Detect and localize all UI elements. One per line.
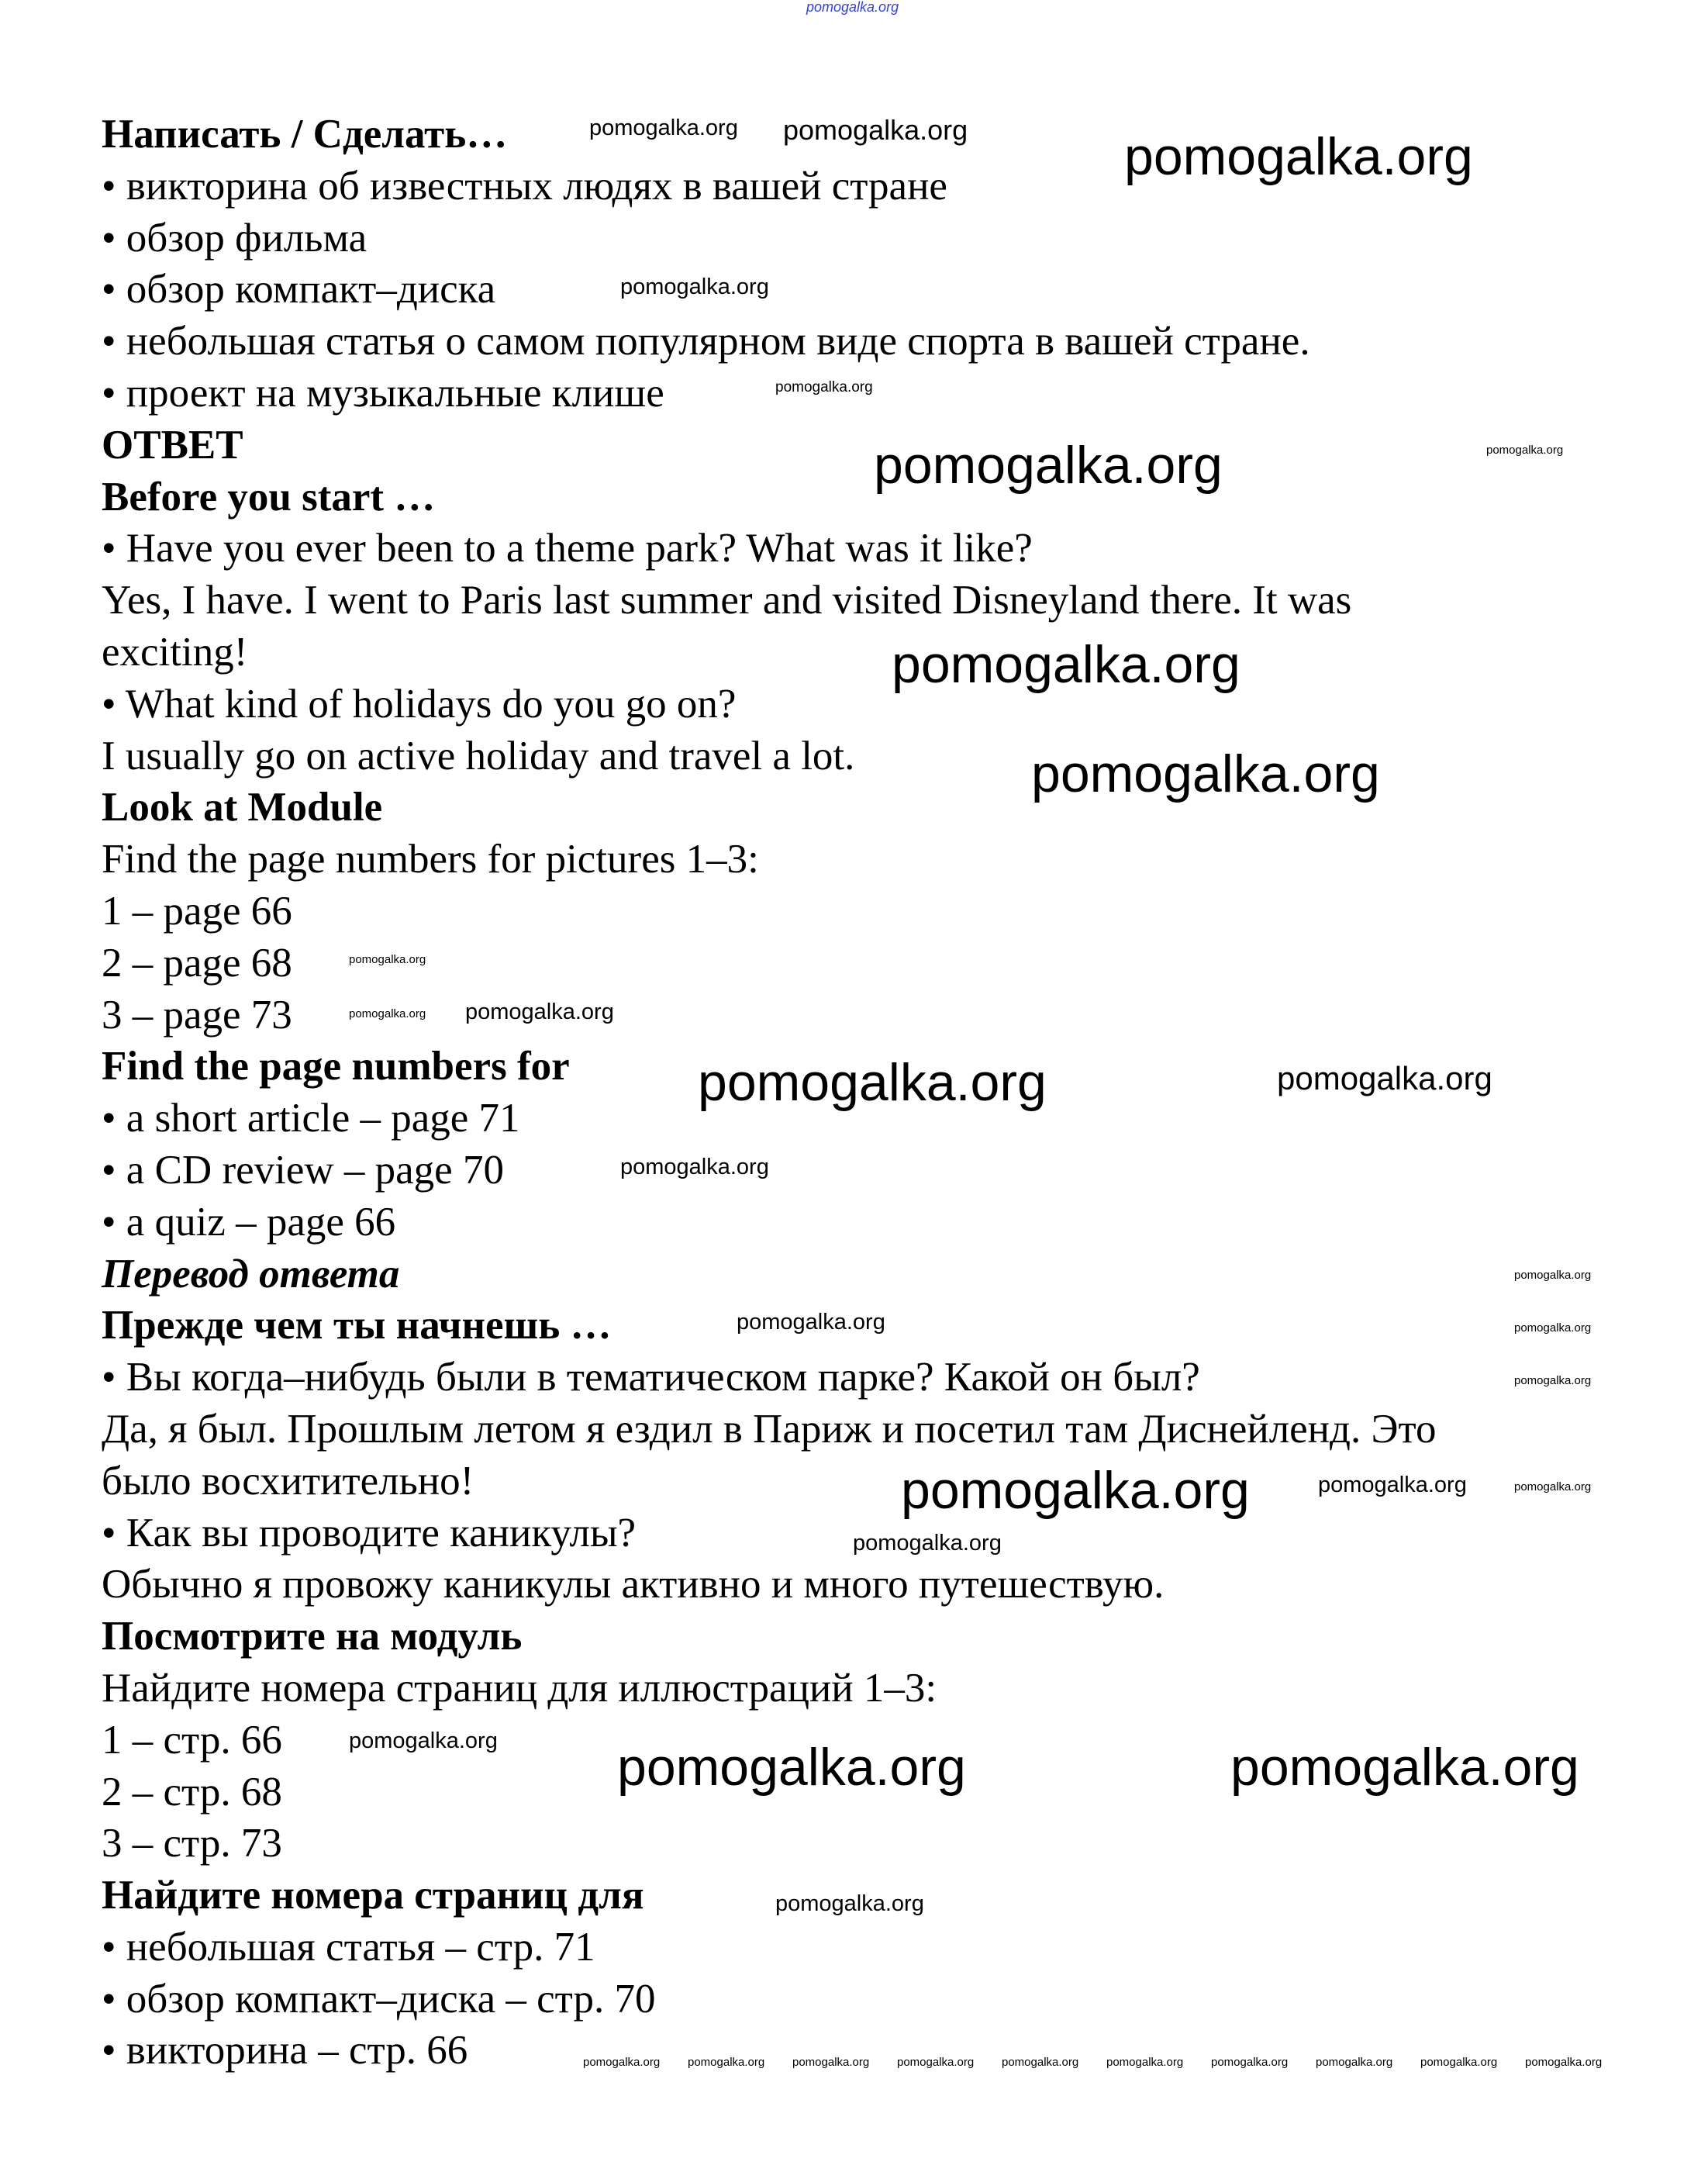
text-line: • викторина об известных людях в вашей стране	[102, 163, 947, 209]
watermark: pomogalka.org	[583, 2056, 661, 2069]
watermark: pomogalka.org	[874, 436, 1223, 495]
heading: ОТВЕТ	[102, 422, 243, 468]
watermark: pomogalka.org	[620, 1155, 769, 1179]
watermark: pomogalka.org	[901, 1461, 1250, 1520]
text-line: • проект на музыкальные клише	[102, 370, 664, 416]
watermark: pomogalka.org	[1514, 1374, 1592, 1387]
text-line: • небольшая статья – стр. 71	[102, 1924, 595, 1970]
heading: Прежде чем ты начнешь …	[102, 1303, 612, 1348]
text-line: Да, я был. Прошлым летом я ездил в Париж и посетил там Диснейленд. Это	[102, 1406, 1437, 1452]
watermark: pomogalka.org	[1124, 127, 1473, 186]
text-line: 3 – стр. 73	[102, 1821, 282, 1866]
text-line: Обычно я провожу каникулы активно и много путешествую.	[102, 1562, 1165, 1607]
watermark: pomogalka.org	[589, 116, 738, 140]
text-line: • a quiz – page 66	[102, 1199, 396, 1245]
text-line: 1 – стр. 66	[102, 1717, 282, 1763]
text-line: было восхитительно!	[102, 1458, 474, 1504]
watermark: pomogalka.org	[1514, 1480, 1592, 1493]
text-line: 1 – page 66	[102, 888, 292, 934]
heading: Написать / Сделать…	[102, 112, 508, 157]
text-line: • обзор компакт–диска – стр. 70	[102, 1976, 656, 2022]
watermark: pomogalka.org	[1420, 2056, 1498, 2069]
text-line: • a short article – page 71	[102, 1096, 520, 1141]
text-line: exciting!	[102, 629, 248, 675]
text-line: • небольшая статья о самом популярном виде спорта в вашей стране.	[102, 319, 1310, 364]
text-line: • викторина – стр. 66	[102, 2028, 468, 2074]
watermark: pomogalka.org	[792, 2056, 870, 2069]
watermark: pomogalka.org	[1002, 2056, 1079, 2069]
heading: Посмотрите на модуль	[102, 1614, 523, 1659]
heading: Before you start …	[102, 474, 436, 520]
watermark: pomogalka.org	[698, 1053, 1047, 1112]
watermark: pomogalka.org	[349, 953, 426, 966]
heading: Look at Module	[102, 785, 383, 830]
watermark: pomogalka.org	[1525, 2056, 1603, 2069]
watermark: pomogalka.org	[349, 1728, 498, 1753]
text-line: • обзор фильма	[102, 215, 367, 261]
watermark: pomogalka.org	[1277, 1060, 1492, 1096]
watermark: pomogalka.org	[1486, 444, 1564, 457]
text-line: • a CD review – page 70	[102, 1147, 504, 1193]
watermark: pomogalka.org	[892, 635, 1240, 694]
watermark: pomogalka.org	[617, 1738, 966, 1797]
watermark: pomogalka.org	[737, 1310, 885, 1335]
watermark: pomogalka.org	[775, 1891, 924, 1916]
watermark: pomogalka.org	[1514, 1269, 1592, 1282]
watermark: pomogalka.org	[349, 1007, 426, 1020]
text-line: 2 – page 68	[102, 940, 292, 986]
text-line: Find the page numbers for pictures 1–3:	[102, 837, 759, 882]
watermark: pomogalka.org	[1514, 1321, 1592, 1335]
text-line: • Have you ever been to a theme park? What was it like?	[102, 526, 1033, 571]
watermark: pomogalka.org	[465, 1000, 614, 1024]
watermark: pomogalka.org	[1318, 1473, 1467, 1497]
watermark: pomogalka.org	[1211, 2056, 1289, 2069]
watermark: pomogalka.org	[1230, 1738, 1579, 1797]
text-line: Yes, I have. I went to Paris last summer and visited Disneyland there. It was	[102, 578, 1352, 623]
watermark: pomogalka.org	[853, 1531, 1002, 1556]
watermark: pomogalka.org	[1106, 2056, 1184, 2069]
watermark: pomogalka.org	[897, 2056, 975, 2069]
watermark: pomogalka.org	[688, 2056, 765, 2069]
text-line: Найдите номера страниц для иллюстраций 1–3:	[102, 1665, 937, 1711]
text-line: 3 – page 73	[102, 992, 292, 1038]
text-line: 2 – стр. 68	[102, 1769, 282, 1815]
watermark: pomogalka.org	[620, 275, 769, 299]
text-line: • Как вы проводите каникулы?	[102, 1510, 637, 1556]
text-line: • Вы когда–нибудь были в тематическом парке? Какой он был?	[102, 1355, 1200, 1400]
heading: Find the page numbers for	[102, 1044, 570, 1089]
watermark-top-link[interactable]: pomogalka.org	[806, 0, 899, 15]
watermark: pomogalka.org	[1031, 744, 1380, 803]
watermark: pomogalka.org	[1316, 2056, 1393, 2069]
text-line: • What kind of holidays do you go on?	[102, 681, 737, 727]
heading: Перевод ответа	[102, 1251, 400, 1297]
watermark: pomogalka.org	[775, 379, 873, 395]
text-line: • обзор компакт–диска	[102, 267, 496, 313]
watermark: pomogalka.org	[783, 114, 968, 146]
heading: Найдите номера страниц для	[102, 1873, 644, 1918]
text-line: I usually go on active holiday and travel a lot.	[102, 733, 855, 779]
